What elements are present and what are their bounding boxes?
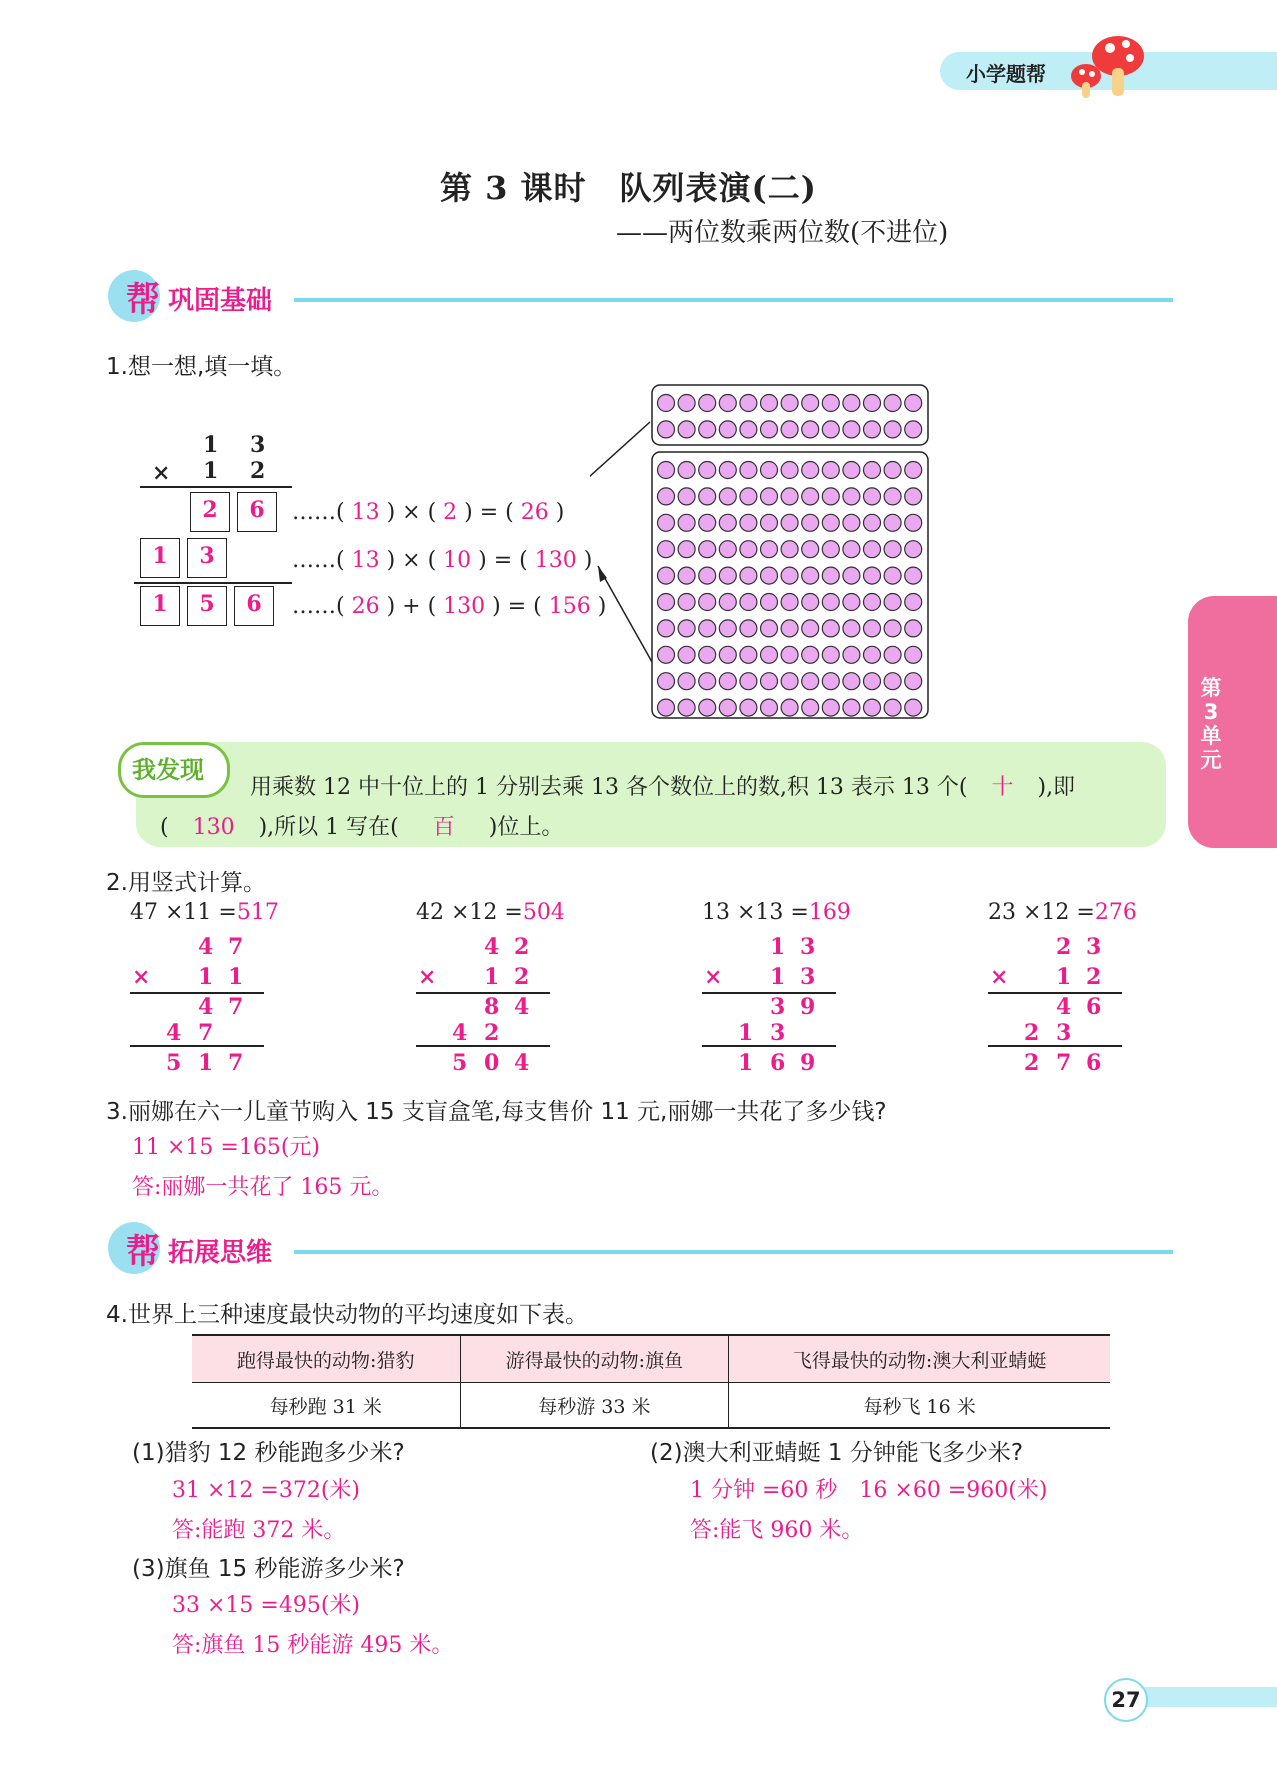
dot	[843, 541, 860, 558]
dot	[699, 514, 716, 531]
dot	[884, 646, 901, 663]
dot	[822, 488, 839, 505]
dot	[658, 395, 675, 412]
dot	[761, 620, 778, 637]
calc-digit: 9	[800, 994, 816, 1020]
answer-box[interactable]: 6	[234, 586, 274, 626]
dot	[658, 620, 675, 637]
calc-digit: 7	[198, 1020, 214, 1046]
calc-digit: 1	[770, 964, 786, 990]
multiplicand-digit: 3	[250, 432, 266, 458]
dot	[781, 395, 798, 412]
answer-box[interactable]: 5	[187, 586, 227, 626]
dot	[802, 421, 819, 438]
dot	[761, 514, 778, 531]
dot	[678, 567, 695, 584]
dot	[905, 421, 922, 438]
lesson-title: 第 3 课时 队列表演(二)	[440, 169, 817, 207]
table-row	[192, 1383, 1110, 1429]
dot	[781, 594, 798, 611]
rule-line	[416, 992, 550, 994]
dot	[905, 567, 922, 584]
dot	[864, 514, 881, 531]
dot	[678, 395, 695, 412]
dot	[678, 421, 695, 438]
dot	[658, 594, 675, 611]
table-header: 飞得最快的动物:澳大利亚蜻蜓	[729, 1335, 1110, 1383]
dot	[822, 395, 839, 412]
dot	[905, 488, 922, 505]
calc-digit: 2	[1024, 1050, 1040, 1076]
calc-digit: 2	[1086, 964, 1102, 990]
rule-line	[988, 992, 1122, 994]
dot	[864, 488, 881, 505]
unit-label: 第3单元	[1200, 676, 1222, 772]
equation-row-2: ……( 13 ) × ( 10 ) = ( 130 )	[292, 548, 593, 573]
dot	[761, 699, 778, 716]
q4-sub1-work: 31 ×12 =372(米)	[172, 1478, 360, 1503]
dot	[802, 620, 819, 637]
dot	[905, 541, 922, 558]
dot	[843, 620, 860, 637]
dot	[761, 673, 778, 690]
dot	[658, 488, 675, 505]
dot	[905, 594, 922, 611]
calc-digit: 6	[770, 1050, 786, 1076]
dot	[719, 673, 736, 690]
dot	[822, 673, 839, 690]
dot	[884, 488, 901, 505]
dot	[699, 567, 716, 584]
lesson-subtitle: ——两位数乘两位数(不进位)	[616, 218, 949, 248]
dot	[822, 646, 839, 663]
dot	[781, 567, 798, 584]
rule-line	[130, 1045, 264, 1047]
calc-digit: 4	[514, 994, 530, 1020]
dot	[802, 488, 819, 505]
dot	[843, 395, 860, 412]
dot	[699, 421, 716, 438]
dot	[905, 395, 922, 412]
dot	[905, 620, 922, 637]
dot	[678, 488, 695, 505]
top-dots	[658, 395, 922, 438]
times-sign: ×	[152, 460, 171, 486]
dot	[802, 646, 819, 663]
dot	[740, 646, 757, 663]
section-title: 巩固基础	[168, 286, 273, 316]
dot	[699, 395, 716, 412]
section-divider	[294, 298, 1173, 302]
dot	[719, 488, 736, 505]
section-badge-text: 帮	[126, 1232, 160, 1272]
dot	[905, 514, 922, 531]
section-header-basics	[108, 270, 1173, 320]
calc-digit: 1	[198, 964, 214, 990]
times-sign: ×	[990, 964, 1009, 990]
dot	[719, 462, 736, 479]
calc-digit: 0	[484, 1050, 500, 1076]
dot	[740, 699, 757, 716]
rule-line	[134, 582, 292, 584]
dot	[864, 395, 881, 412]
dot	[719, 567, 736, 584]
calc-digit: 1	[228, 964, 244, 990]
calc-expression: 47 ×11 =517	[130, 900, 279, 925]
dot	[781, 514, 798, 531]
q4-sub2-answer: 答:能飞 960 米。	[690, 1518, 864, 1543]
dot	[864, 462, 881, 479]
dot	[781, 421, 798, 438]
rule-line	[140, 486, 292, 488]
calc-digit: 3	[800, 934, 816, 960]
dot	[843, 646, 860, 663]
dot	[740, 395, 757, 412]
calc-digit: 7	[1056, 1050, 1072, 1076]
q3-answer: 答:丽娜一共花了 165 元。	[132, 1175, 394, 1200]
answer-box[interactable]: 6	[237, 492, 277, 532]
calc-digit: 3	[770, 994, 786, 1020]
table-cell: 每秒游 33 米	[460, 1383, 729, 1429]
dot	[802, 541, 819, 558]
blank-answer: 130	[192, 815, 235, 840]
dot	[761, 594, 778, 611]
dot	[781, 462, 798, 479]
arrow-line	[590, 422, 650, 496]
dot	[864, 567, 881, 584]
dot	[905, 673, 922, 690]
times-sign: ×	[704, 964, 723, 990]
section-divider	[294, 1250, 1173, 1254]
multiplier-digit: 1	[203, 458, 219, 484]
q4-sub2-work: 1 分钟 =60 秒 16 ×60 =960(米)	[690, 1478, 1048, 1503]
dot	[740, 594, 757, 611]
q4-sub3-answer: 答:旗鱼 15 秒能游 495 米。	[172, 1633, 454, 1658]
dot	[864, 646, 881, 663]
dot	[843, 699, 860, 716]
calc-digit: 6	[1086, 1050, 1102, 1076]
dot	[802, 462, 819, 479]
dot	[719, 541, 736, 558]
calc-digit: 1	[738, 1050, 754, 1076]
q1-prompt: 1.想一想,填一填。	[106, 354, 297, 380]
dot	[740, 541, 757, 558]
dot	[864, 421, 881, 438]
dot	[740, 421, 757, 438]
dot	[905, 462, 922, 479]
dot	[699, 646, 716, 663]
calc-digit: 7	[228, 934, 244, 960]
dot	[864, 541, 881, 558]
dot	[843, 673, 860, 690]
rule-line	[130, 992, 264, 994]
dot	[719, 699, 736, 716]
dot	[884, 620, 901, 637]
calc-digit: 4	[484, 934, 500, 960]
dot	[843, 567, 860, 584]
dot	[719, 421, 736, 438]
dot	[658, 514, 675, 531]
dot	[719, 395, 736, 412]
dot	[781, 646, 798, 663]
table-cell: 每秒飞 16 米	[729, 1383, 1110, 1429]
dot	[884, 421, 901, 438]
dot	[781, 620, 798, 637]
dot	[658, 421, 675, 438]
blank-answer: 十	[991, 775, 1014, 800]
dot	[843, 421, 860, 438]
calc-digit: 1	[1056, 964, 1072, 990]
dot	[699, 541, 716, 558]
rule-line	[988, 1045, 1122, 1047]
calc-digit: 2	[514, 934, 530, 960]
equation-row-1: ……( 13 ) × ( 2 ) = ( 26 )	[292, 500, 565, 525]
answer-box[interactable]: 1	[140, 538, 180, 578]
calc-expression: 13 ×13 =169	[702, 900, 851, 925]
answer-box[interactable]: 3	[187, 538, 227, 578]
dot	[678, 646, 695, 663]
calc-digit: 2	[1056, 934, 1072, 960]
dot	[761, 541, 778, 558]
dot	[740, 673, 757, 690]
rule-line	[702, 1045, 836, 1047]
discovery-line-1: 用乘数 12 中十位上的 1 分别去乘 13 各个数位上的数,积 13 表示 13 个( 十 ),即	[250, 770, 1075, 801]
calc-digit: 3	[1086, 934, 1102, 960]
dot	[822, 594, 839, 611]
dot	[884, 673, 901, 690]
dot	[884, 594, 901, 611]
dot	[740, 567, 757, 584]
dot	[822, 514, 839, 531]
dot	[678, 673, 695, 690]
dot	[781, 541, 798, 558]
q2-prompt: 2.用竖式计算。	[106, 870, 266, 896]
multiplicand-digit: 1	[203, 432, 219, 458]
q4-prompt: 4.世界上三种速度最快动物的平均速度如下表。	[106, 1302, 588, 1328]
discovery-label: 我发现	[132, 756, 204, 784]
dot	[719, 514, 736, 531]
dot	[761, 462, 778, 479]
calc-digit: 7	[228, 994, 244, 1020]
dot	[884, 395, 901, 412]
answer-box[interactable]: 2	[190, 492, 230, 532]
calc-digit: 8	[484, 994, 500, 1020]
dot	[658, 462, 675, 479]
times-sign: ×	[418, 964, 437, 990]
section-title: 拓展思维	[168, 1238, 273, 1268]
dot	[658, 541, 675, 558]
dot	[781, 488, 798, 505]
dot	[884, 462, 901, 479]
q3-prompt: 3.丽娜在六一儿童节购入 15 支盲盒笔,每支售价 11 元,丽娜一共花了多少钱?	[106, 1099, 887, 1125]
dot	[658, 673, 675, 690]
q4-sub3-work: 33 ×15 =495(米)	[172, 1593, 360, 1618]
dot	[658, 646, 675, 663]
dot	[884, 541, 901, 558]
dot	[822, 699, 839, 716]
arrow-line	[598, 566, 652, 662]
dot	[802, 395, 819, 412]
rule-line	[702, 992, 836, 994]
rule-line	[416, 1045, 550, 1047]
calc-digit: 1	[198, 1050, 214, 1076]
dot	[761, 567, 778, 584]
brand-name: 小学题帮	[966, 62, 1046, 86]
speed-table	[192, 1334, 1110, 1429]
calc-digit: 4	[166, 1020, 182, 1046]
calc-digit: 2	[1024, 1020, 1040, 1046]
dot	[802, 594, 819, 611]
dot	[884, 514, 901, 531]
calc-digit: 3	[770, 1020, 786, 1046]
dot	[802, 567, 819, 584]
calc-digit: 3	[800, 964, 816, 990]
dot	[822, 541, 839, 558]
dot	[699, 673, 716, 690]
dot	[864, 620, 881, 637]
times-sign: ×	[132, 964, 151, 990]
q4-sub1-answer: 答:能跑 372 米。	[172, 1518, 346, 1543]
dot	[678, 541, 695, 558]
calc-digit: 4	[198, 994, 214, 1020]
q3-work: 11 ×15 =165(元)	[132, 1135, 320, 1160]
equation-row-3: ……( 26 ) + ( 130 ) = ( 156 )	[292, 594, 607, 619]
dot	[678, 620, 695, 637]
dot	[843, 462, 860, 479]
dot	[761, 488, 778, 505]
dot	[843, 514, 860, 531]
blank-answer: 百	[432, 815, 455, 840]
dot	[822, 421, 839, 438]
dot	[781, 699, 798, 716]
calc-digit: 5	[166, 1050, 182, 1076]
dot	[740, 488, 757, 505]
calc-digit: 5	[452, 1050, 468, 1076]
dot	[719, 646, 736, 663]
dot	[699, 462, 716, 479]
dot	[864, 699, 881, 716]
calc-digit: 6	[1086, 994, 1102, 1020]
table-header: 游得最快的动物:旗鱼	[460, 1335, 729, 1383]
calc-digit: 3	[1056, 1020, 1072, 1046]
calc-digit: 4	[1056, 994, 1072, 1020]
dot-array-diagram	[590, 382, 950, 722]
dot	[740, 620, 757, 637]
dot	[822, 462, 839, 479]
dot	[802, 699, 819, 716]
calc-expression: 23 ×12 =276	[988, 900, 1137, 925]
dot	[678, 594, 695, 611]
mushroom-icon	[1064, 30, 1150, 102]
dot	[740, 462, 757, 479]
calc-digit: 4	[452, 1020, 468, 1046]
calc-digit: 1	[770, 934, 786, 960]
multiplier-digit: 2	[250, 458, 266, 484]
dot	[678, 699, 695, 716]
dot	[719, 620, 736, 637]
calc-expression: 42 ×12 =504	[416, 900, 565, 925]
dot	[905, 646, 922, 663]
dot	[658, 699, 675, 716]
dot	[884, 699, 901, 716]
calc-digit: 4	[514, 1050, 530, 1076]
discovery-line-2: ( 130 ),所以 1 写在( 百 )位上。	[160, 810, 563, 841]
dot	[884, 567, 901, 584]
dot	[864, 594, 881, 611]
calc-digit: 1	[484, 964, 500, 990]
dot	[822, 567, 839, 584]
section-header-extension	[108, 1222, 1173, 1272]
dot	[843, 594, 860, 611]
calc-digit: 9	[800, 1050, 816, 1076]
dot	[761, 646, 778, 663]
dot	[905, 699, 922, 716]
calc-digit: 1	[738, 1020, 754, 1046]
q4-sub1-question: (1)猎豹 12 秒能跑多少米?	[132, 1440, 405, 1466]
dot	[719, 594, 736, 611]
table-header-row	[192, 1335, 1110, 1383]
table-cell: 每秒跑 31 米	[192, 1383, 460, 1429]
dot	[699, 620, 716, 637]
calc-digit: 2	[484, 1020, 500, 1046]
dot	[658, 567, 675, 584]
dot	[864, 673, 881, 690]
dot	[740, 514, 757, 531]
dot	[843, 488, 860, 505]
dot	[699, 594, 716, 611]
calc-digit: 4	[198, 934, 214, 960]
answer-box[interactable]: 1	[140, 586, 180, 626]
dot	[802, 514, 819, 531]
calc-digit: 7	[228, 1050, 244, 1076]
dot	[822, 620, 839, 637]
page-number: 27	[1104, 1678, 1148, 1722]
dot	[761, 421, 778, 438]
dot	[678, 514, 695, 531]
dot	[699, 488, 716, 505]
dot	[802, 673, 819, 690]
q4-sub3-question: (3)旗鱼 15 秒能游多少米?	[132, 1556, 405, 1582]
dot	[761, 395, 778, 412]
section-badge-text: 帮	[126, 280, 160, 320]
bottom-dots	[658, 462, 922, 717]
dot	[781, 673, 798, 690]
q4-sub2-question: (2)澳大利亚蜻蜓 1 分钟能飞多少米?	[650, 1440, 1024, 1466]
calc-digit: 2	[514, 964, 530, 990]
table-header: 跑得最快的动物:猎豹	[192, 1335, 460, 1383]
dot	[699, 699, 716, 716]
dot	[678, 462, 695, 479]
